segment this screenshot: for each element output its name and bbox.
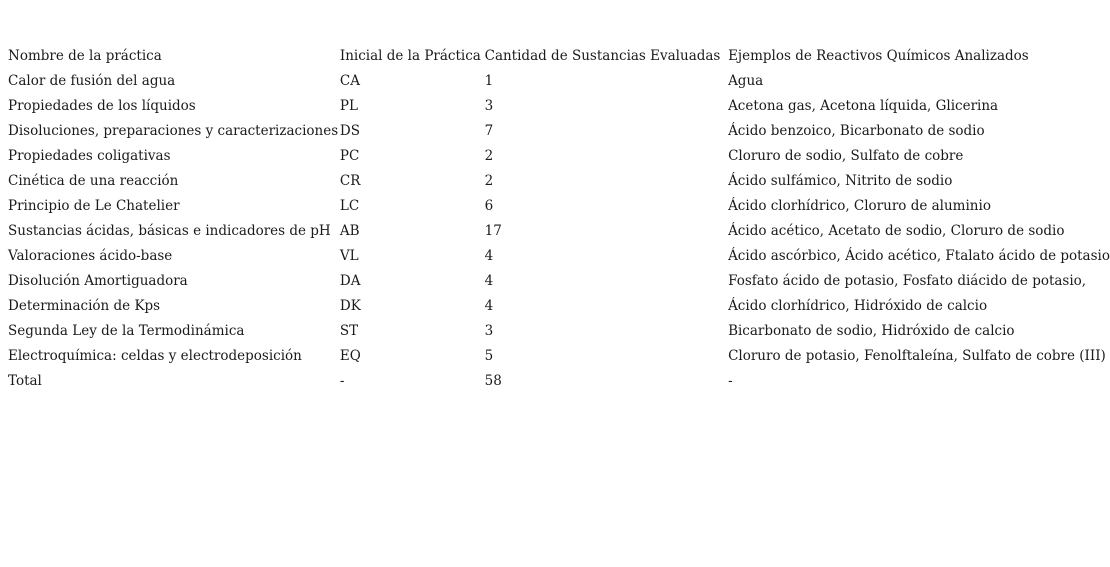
practice-name-cell: Principio de Le Chatelier <box>8 198 180 214</box>
reagent-examples-cell: Cloruro de potasio, Fenolftaleína, Sulfato de cobre (III) <box>728 348 1106 364</box>
table-row <box>8 219 1110 244</box>
substance-count-cell: 6 <box>484 198 494 214</box>
practice-name-cell: Determinación de Kps <box>8 298 161 314</box>
reagent-examples-cell: Bicarbonato de sodio, Hidróxido de calcio <box>728 323 1015 339</box>
substance-count-cell: 4 <box>484 248 494 264</box>
header-substance-count: Cantidad de Sustancias Evaluadas <box>484 48 721 64</box>
reagent-examples-cell: Ácido ascórbico, Ácido acético, Ftalato ácido de potasio <box>728 248 1110 264</box>
practice-name-cell: Total <box>8 373 42 389</box>
table-row <box>8 319 1110 344</box>
practice-initial-cell: VL <box>339 248 359 264</box>
practice-initial-cell: EQ <box>339 348 361 364</box>
practice-initial-cell: DS <box>339 123 360 139</box>
substance-count-cell: 17 <box>484 223 502 239</box>
reagent-examples-cell: Ácido benzoico, Bicarbonato de sodio <box>728 123 985 139</box>
practice-name-cell: Segunda Ley de la Termodinámica <box>8 323 245 339</box>
substance-count-cell: 3 <box>484 323 494 339</box>
practice-initial-cell: PL <box>339 98 358 114</box>
table-row <box>8 269 1110 294</box>
reagent-examples-cell: Ácido sulfámico, Nitrito de sodio <box>728 173 953 189</box>
practice-initial-cell: DA <box>339 273 361 289</box>
substance-count-cell: 4 <box>484 298 494 314</box>
practice-name-cell: Disolución Amortiguadora <box>8 273 188 289</box>
table-row <box>8 244 1110 269</box>
practices-table <box>8 44 1110 394</box>
substance-count-cell: 4 <box>484 273 494 289</box>
table-row <box>8 69 1110 94</box>
reagent-examples-cell: Fosfato ácido de potasio, Fosfato diácido de potasio, <box>728 273 1087 289</box>
header-practice-initial: Inicial de la Práctica <box>339 48 481 64</box>
practice-name-cell: Calor de fusión del agua <box>8 73 176 89</box>
substance-count-cell: 5 <box>484 348 494 364</box>
practice-name-cell: Propiedades coligativas <box>8 148 171 164</box>
practice-initial-cell: CR <box>339 173 361 189</box>
reagent-examples-cell: Cloruro de sodio, Sulfato de cobre <box>728 148 964 164</box>
substance-count-cell: 2 <box>484 173 494 189</box>
table-row <box>8 369 1110 394</box>
practice-name-cell: Valoraciones ácido-base <box>8 248 173 264</box>
practice-name-cell: Cinética de una reacción <box>8 173 179 189</box>
substance-count-cell: 3 <box>484 98 494 114</box>
table-row <box>8 294 1110 319</box>
reagent-examples-cell: Agua <box>728 73 764 89</box>
table-row <box>8 119 1110 144</box>
reagent-examples-cell: Ácido acético, Acetato de sodio, Cloruro de sodio <box>728 223 1065 239</box>
practice-name-cell: Disoluciones, preparaciones y caracterizaciones <box>8 123 339 139</box>
substance-count-cell: 7 <box>484 123 494 139</box>
substance-count-cell: 2 <box>484 148 494 164</box>
header-practice-name: Nombre de la práctica <box>8 48 162 64</box>
substance-count-cell: 1 <box>484 73 494 89</box>
table-row <box>8 344 1110 369</box>
substance-count-cell: 58 <box>484 373 502 389</box>
header-row <box>8 44 1110 69</box>
practice-name-cell: Electroquímica: celdas y electrodeposición <box>8 348 302 364</box>
table-row <box>8 144 1110 169</box>
reagent-examples-cell: - <box>728 373 733 389</box>
reagent-examples-cell: Ácido clorhídrico, Cloruro de aluminio <box>728 198 991 214</box>
practice-initial-cell: - <box>339 373 345 389</box>
reagent-examples-cell: Ácido clorhídrico, Hidróxido de calcio <box>728 298 988 314</box>
practice-initial-cell: DK <box>339 298 361 314</box>
table-row <box>8 94 1110 119</box>
reagent-examples-cell: Acetona gas, Acetona líquida, Glicerina <box>728 98 999 114</box>
practice-initial-cell: CA <box>339 73 360 89</box>
practice-initial-cell: AB <box>339 223 360 239</box>
practice-name-cell: Propiedades de los líquidos <box>8 98 196 114</box>
table-header <box>8 44 1110 69</box>
header-reagent-examples: Ejemplos de Reactivos Químicos Analizados <box>728 48 1029 64</box>
practice-name-cell: Sustancias ácidas, básicas e indicadores de pH <box>8 223 331 239</box>
table-row <box>8 169 1110 194</box>
table-row <box>8 194 1110 219</box>
practice-initial-cell: LC <box>339 198 360 214</box>
table-body <box>8 69 1110 394</box>
practice-initial-cell: ST <box>339 323 359 339</box>
practice-initial-cell: PC <box>339 148 360 164</box>
